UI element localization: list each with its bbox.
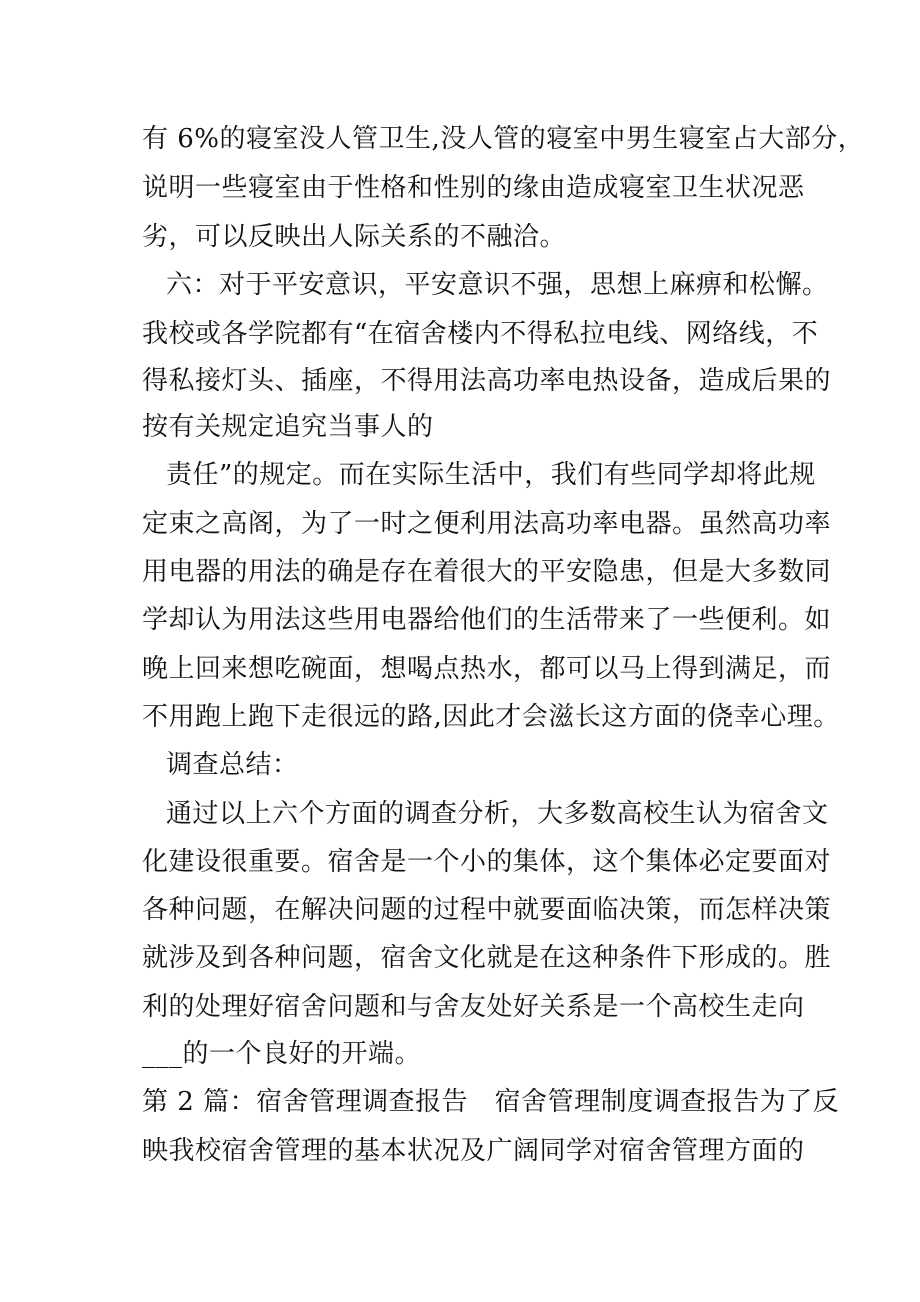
text-line: 说明一些寝室由于性格和性别的缘由造成寝室卫生状况恶 [142, 173, 805, 203]
text-line: ___的一个良好的开端。 [142, 1039, 422, 1069]
text-line: 责任”的规定。而在实际生活中，我们有些同学却将此规 [166, 460, 816, 490]
text-line: 通过以上六个方面的调查分析，大多数高校生认为宿舍文 [166, 799, 829, 829]
text-line: 定束之高阁，为了一时之便利用法高功率电器。虽然高功率 [142, 509, 832, 539]
text-line: 映我校宿舍管理的基本状况及广阔同学对宿舍管理方面的 [142, 1136, 805, 1166]
text-line: 学却认为用法这些用电器给他们的生活带来了一些便利。如 [142, 605, 832, 635]
text-line: 六：对于平安意识，平安意识不强，思想上麻痹和松懈。 [166, 270, 829, 300]
text-line: 有 6%的寝室没人管卫生,没人管的寝室中男生寝室占大部分， [142, 124, 865, 154]
text-line: 不用跑上跑下走很远的路,因此才会滋长这方面的侥幸心理。 [142, 702, 840, 732]
text-line: 化建设很重要。宿舍是一个小的集体，这个集体必定要面对 [142, 847, 832, 877]
text-line: 就涉及到各种问题，宿舍文化就是在这种条件下形成的。胜 [142, 943, 832, 973]
section-heading: 调查总结： [166, 750, 299, 780]
text-line: 按有关规定追究当事人的 [142, 412, 434, 442]
chapter-heading-line: 第 2 篇：宿舍管理调查报告 宿舍管理制度调查报告为了反 [142, 1087, 840, 1117]
text-line: 晚上回来想吃碗面，想喝点热水，都可以马上得到满足，而 [142, 654, 832, 684]
text-line: 利的处理好宿舍问题和与舍友处好关系是一个高校生走向 [142, 992, 805, 1022]
text-line: 各种问题，在解决问题的过程中就要面临决策，而怎样决策 [142, 895, 832, 925]
text-line: 我校或各学院都有“在宿舍楼内不得私拉电线、网络线，不 [142, 319, 819, 349]
text-line: 劣，可以反映出人际关系的不融洽。 [142, 222, 567, 252]
text-line: 用电器的用法的确是存在着很大的平安隐患，但是大多数同 [142, 557, 832, 587]
text-line: 得私接灯头、插座，不得用法高功率电热设备，造成后果的 [142, 366, 832, 396]
